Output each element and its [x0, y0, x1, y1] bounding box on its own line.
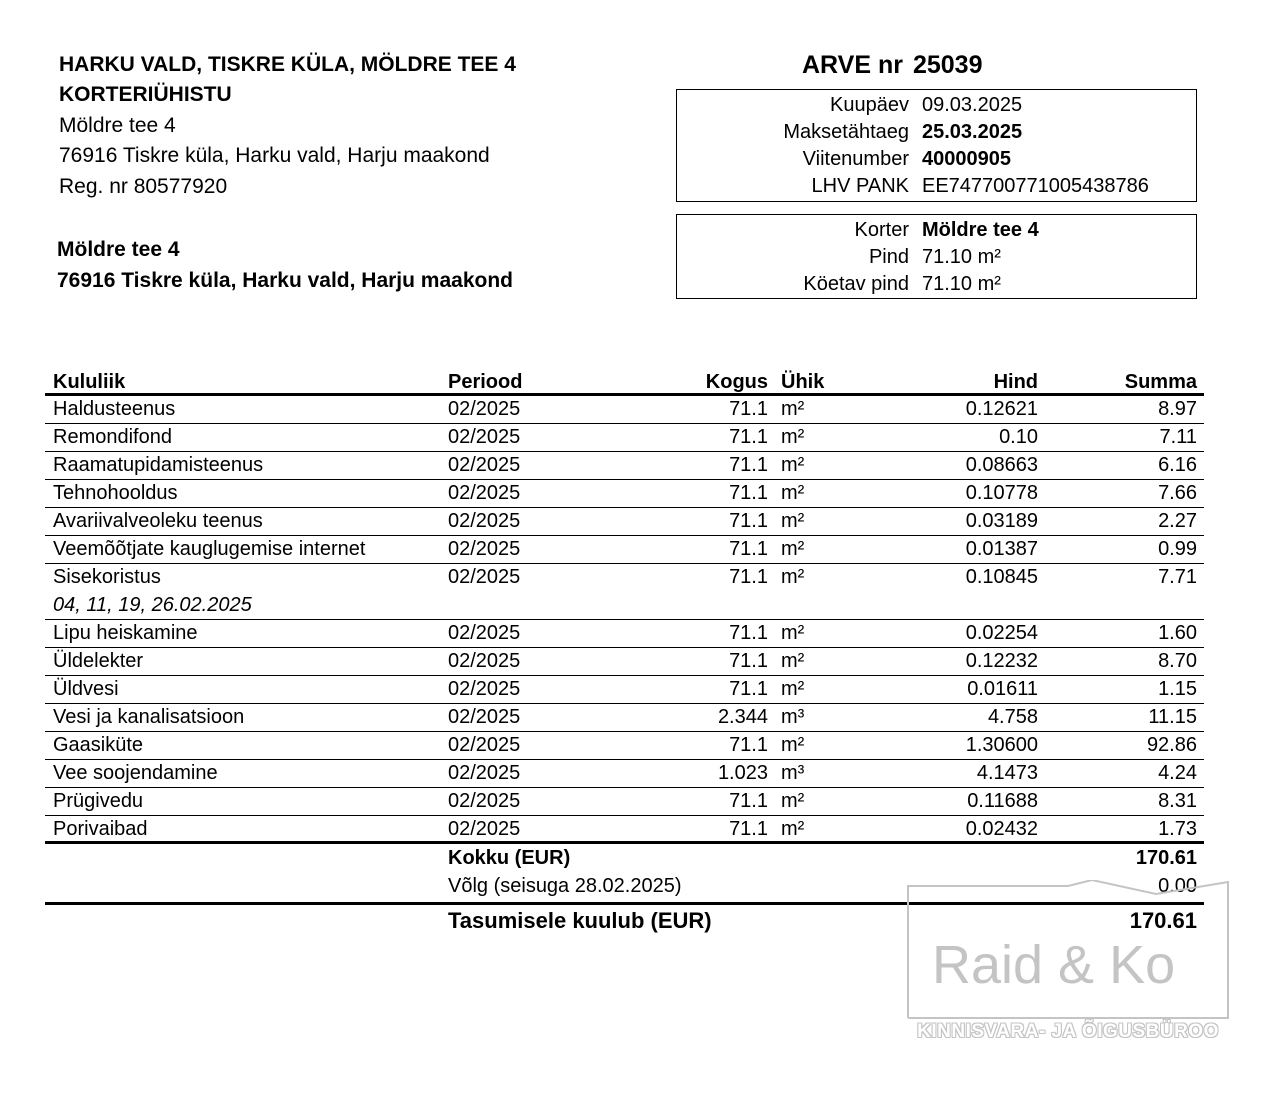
logo-text: Raid & Ko: [932, 935, 1176, 995]
cell-name: Gaasiküte: [53, 734, 144, 756]
header-qty: Kogus: [705, 371, 768, 393]
cell-period: 02/2025: [448, 510, 521, 532]
invoice-title-label: ARVE nr: [802, 51, 903, 79]
apartment-info-key: Pind: [868, 246, 909, 268]
cell-price: 0.10845: [965, 566, 1038, 588]
payment-info-row: [677, 119, 1196, 146]
cell-price: 0.02254: [965, 622, 1038, 644]
cell-unit: m²: [781, 818, 805, 840]
cell-period: 02/2025: [448, 734, 521, 756]
cell-sum: 7.11: [1159, 426, 1197, 448]
apartment-info-row: [677, 217, 1196, 244]
cell-unit: m²: [781, 566, 805, 588]
cell-period: 02/2025: [448, 566, 521, 588]
cell-qty: 71.1: [729, 510, 768, 532]
cell-name: Üldelekter: [53, 650, 144, 672]
table-row: [45, 564, 1204, 620]
cell-price: 0.03189: [965, 510, 1038, 532]
cell-unit: m²: [781, 454, 805, 476]
cell-qty: 71.1: [729, 566, 768, 588]
payment-info-key: Kuupäev: [830, 94, 909, 116]
apartment-info-key: Korter: [854, 219, 909, 241]
cell-name: Porivaibad: [53, 818, 148, 840]
header-sum: Summa: [1124, 371, 1197, 393]
cell-sum: 1.15: [1158, 678, 1197, 700]
cell-price: 1.30600: [965, 734, 1038, 756]
cell-name: Veemõõtjate kauglugemise internet: [53, 538, 366, 560]
cell-price: 4.758: [987, 706, 1038, 728]
cell-price: 0.01611: [967, 678, 1038, 700]
cell-name: Prügivedu: [53, 790, 144, 812]
cell-name: Sisekoristus: [53, 566, 161, 588]
total-row: [45, 844, 1204, 872]
issuer-name-line1: HARKU VALD, TISKRE KÜLA, MÖLDRE TEE 4: [59, 53, 516, 76]
issuer-name-line2: KORTERIÜHISTU: [59, 83, 232, 106]
cell-qty: 71.1: [729, 482, 768, 504]
cell-qty: 71.1: [729, 538, 768, 560]
payment-info-value: 25.03.2025: [922, 121, 1023, 143]
cell-unit: m²: [781, 426, 805, 448]
cell-period: 02/2025: [448, 398, 521, 420]
payment-info-row: [677, 92, 1196, 119]
cell-name: Avariivalveoleku teenus: [53, 510, 263, 532]
amount-due-value: 170.61: [1129, 908, 1197, 933]
cell-sum: 7.66: [1158, 482, 1197, 504]
invoice-title: [802, 51, 982, 80]
cell-qty: 71.1: [729, 818, 768, 840]
table-row: [45, 732, 1204, 760]
cell-unit: m²: [781, 678, 805, 700]
logo-subtitle: KINNISVARA- JA ÕIGUSBÜROO: [917, 1021, 1219, 1042]
total-value: 170.61: [1135, 847, 1197, 869]
cell-period: 02/2025: [448, 482, 521, 504]
cell-period: 02/2025: [448, 790, 521, 812]
cell-sum: 6.16: [1158, 454, 1197, 476]
apartment-info-row: [677, 244, 1196, 271]
table-row: [45, 508, 1204, 536]
cell-price: 0.12232: [965, 650, 1038, 672]
cost-table: [45, 370, 1204, 844]
cell-qty: 71.1: [729, 454, 768, 476]
cell-sum: 4.24: [1158, 762, 1197, 784]
header-period: Periood: [448, 371, 523, 393]
cell-sum: 2.27: [1158, 510, 1197, 532]
cell-period: 02/2025: [448, 650, 521, 672]
cell-period: 02/2025: [448, 454, 521, 476]
cell-name: Tehnohooldus: [53, 482, 178, 504]
cell-qty: 1.023: [717, 762, 768, 784]
cell-qty: 71.1: [729, 678, 768, 700]
payment-info-box: [676, 89, 1197, 202]
cell-unit: m²: [781, 622, 805, 644]
payment-info-key: Maksetähtaeg: [783, 121, 909, 143]
cell-unit: m²: [781, 482, 805, 504]
cell-sum: 92.86: [1146, 734, 1197, 756]
cell-qty: 71.1: [729, 790, 768, 812]
cell-name: Üldvesi: [53, 678, 119, 700]
debt-label: Võlg (seisuga 28.02.2025): [448, 875, 682, 897]
apartment-info-row: [677, 271, 1196, 298]
payment-info-row: [677, 173, 1196, 200]
table-row: [45, 648, 1204, 676]
issuer-street: Möldre tee 4: [59, 114, 176, 137]
header-price: Hind: [993, 371, 1038, 393]
cell-qty: 71.1: [729, 426, 768, 448]
cell-unit: m³: [781, 762, 805, 784]
issuer-reg-number: Reg. nr 80577920: [59, 175, 228, 198]
table-row: [45, 536, 1204, 564]
cell-qty: 71.1: [729, 734, 768, 756]
table-row: [45, 676, 1204, 704]
recipient-city: 76916 Tiskre küla, Harku vald, Harju maakond: [57, 269, 514, 292]
cell-qty: 71.1: [729, 398, 768, 420]
amount-due-label: Tasumisele kuulub (EUR): [448, 908, 712, 933]
cell-sum: 1.73: [1158, 818, 1197, 840]
cell-name: Remondifond: [53, 426, 172, 448]
cell-sum: 0.99: [1158, 538, 1197, 560]
table-row: [45, 480, 1204, 508]
payment-info-value: 09.03.2025: [922, 94, 1023, 116]
debt-value: 0.00: [1158, 875, 1197, 897]
issuer-city: 76916 Tiskre küla, Harku vald, Harju maakond: [59, 144, 490, 167]
recipient-street: Möldre tee 4: [57, 238, 180, 261]
cell-period: 02/2025: [448, 818, 521, 840]
header-unit: Ühik: [781, 371, 825, 393]
cell-sum: 1.60: [1158, 622, 1197, 644]
cell-unit: m²: [781, 790, 805, 812]
table-row: [45, 620, 1204, 648]
cell-sum: 8.97: [1158, 398, 1197, 420]
cell-sum: 8.70: [1158, 650, 1197, 672]
cell-sum: 7.71: [1158, 566, 1197, 588]
cell-name: Lipu heiskamine: [53, 622, 198, 644]
cell-name: Vesi ja kanalisatsioon: [53, 706, 245, 728]
cell-price: 4.1473: [976, 762, 1038, 784]
table-row: [45, 788, 1204, 816]
cell-qty: 71.1: [729, 650, 768, 672]
table-row: [45, 816, 1204, 844]
table-row: [45, 396, 1204, 424]
cell-price: 0.11688: [967, 790, 1038, 812]
table-row: [45, 424, 1204, 452]
apartment-info-value: Möldre tee 4: [922, 219, 1039, 241]
cell-price: 0.12621: [965, 398, 1038, 420]
payment-info-value: EE747700771005438786: [922, 175, 1149, 197]
table-row: [45, 452, 1204, 480]
cell-note: 04, 11, 19, 26.02.2025: [53, 594, 252, 616]
cell-unit: m²: [781, 538, 805, 560]
cell-qty: 71.1: [729, 622, 768, 644]
invoice-number: 25039: [912, 51, 983, 79]
cell-price: 0.01387: [965, 538, 1038, 560]
cell-sum: 11.15: [1148, 706, 1197, 728]
payment-info-key: LHV PANK: [811, 175, 909, 197]
apartment-info-value: 71.10 m²: [922, 273, 1001, 295]
cell-price: 0.02432: [965, 818, 1038, 840]
apartment-info-box: [676, 214, 1197, 299]
company-logo: [906, 880, 1230, 1045]
payment-info-row: [677, 146, 1196, 173]
apartment-info-key: Köetav pind: [803, 273, 909, 295]
cell-period: 02/2025: [448, 538, 521, 560]
table-body: [45, 396, 1204, 844]
payment-info-key: Viitenumber: [802, 148, 909, 170]
cell-period: 02/2025: [448, 762, 521, 784]
cell-unit: m²: [781, 650, 805, 672]
table-row: [45, 760, 1204, 788]
cell-price: 0.08663: [965, 454, 1038, 476]
payment-info-value: 40000905: [922, 148, 1011, 170]
apartment-info-value: 71.10 m²: [922, 246, 1001, 268]
cell-sum: 8.31: [1158, 790, 1197, 812]
table-header: [45, 370, 1204, 396]
table-row: [45, 704, 1204, 732]
cell-qty: 2.344: [717, 706, 768, 728]
cell-period: 02/2025: [448, 622, 521, 644]
cell-name: Raamatupidamisteenus: [53, 454, 264, 476]
cell-name: Vee soojendamine: [53, 762, 218, 784]
cell-price: 0.10778: [965, 482, 1038, 504]
cell-unit: m²: [781, 398, 805, 420]
cell-price: 0.10: [999, 426, 1038, 448]
cell-period: 02/2025: [448, 706, 521, 728]
cell-unit: m²: [781, 734, 805, 756]
cell-unit: m³: [781, 706, 805, 728]
cell-period: 02/2025: [448, 678, 521, 700]
total-label: Kokku (EUR): [448, 847, 571, 869]
header-name: Kululiik: [53, 371, 126, 393]
cell-period: 02/2025: [448, 426, 521, 448]
cell-unit: m²: [781, 510, 805, 532]
cell-name: Haldusteenus: [53, 398, 176, 420]
